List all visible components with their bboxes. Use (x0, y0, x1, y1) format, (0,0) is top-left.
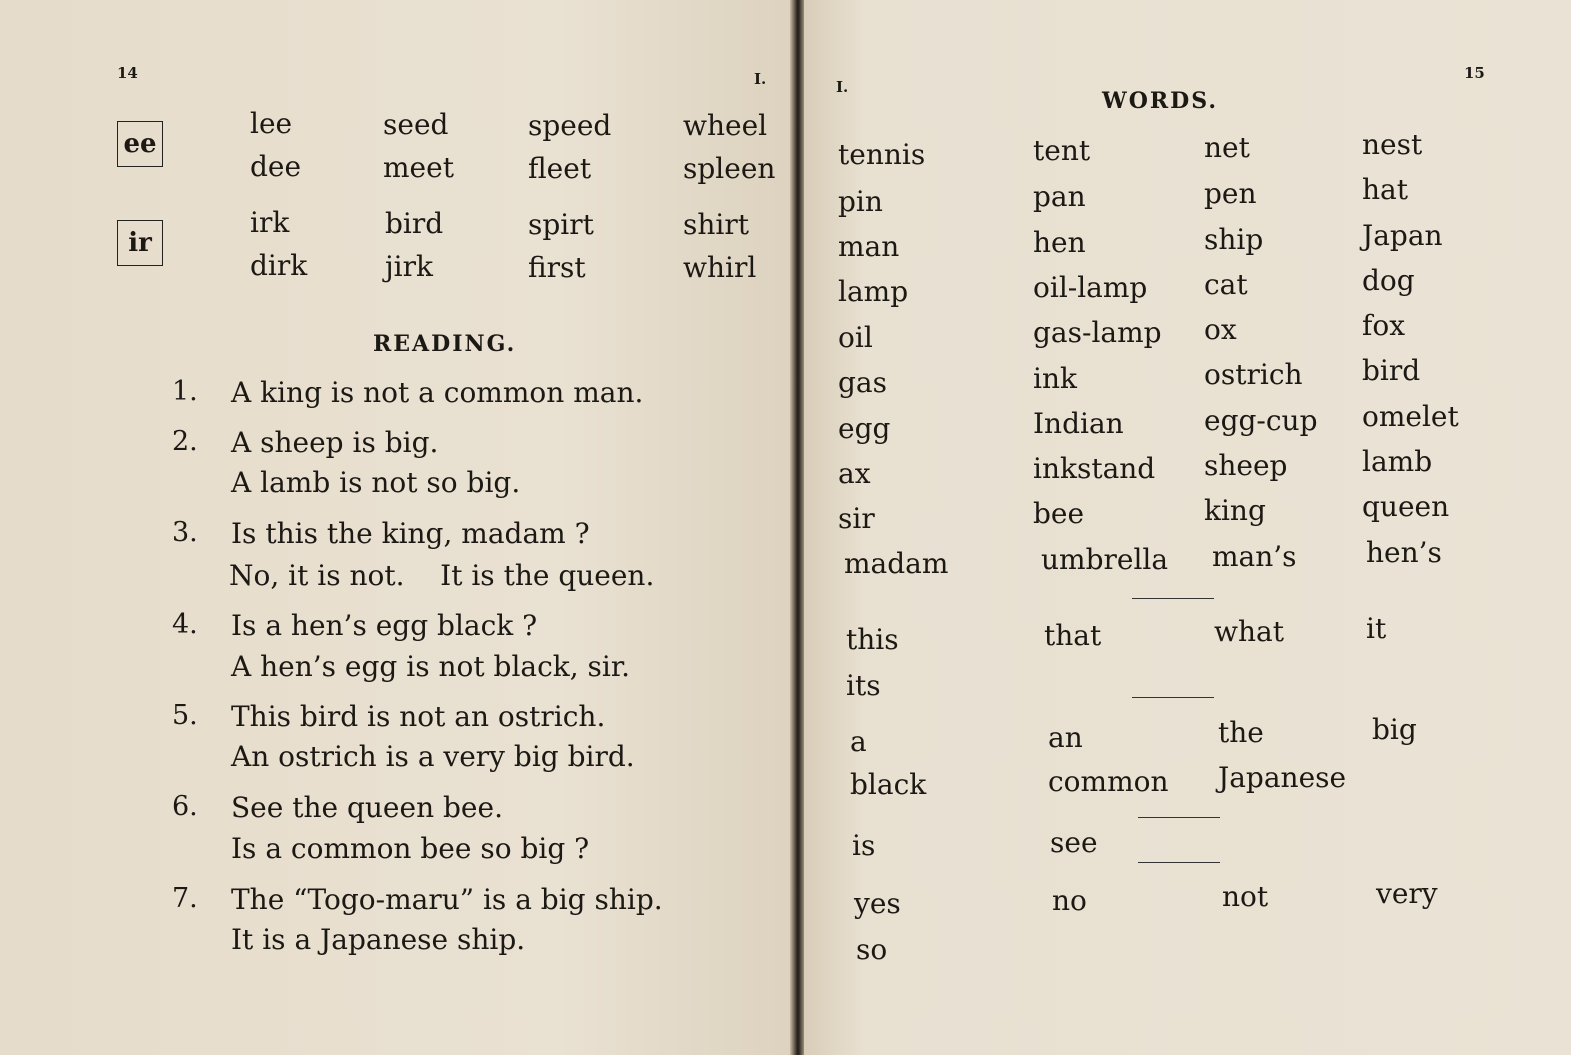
word: sir (838, 502, 875, 535)
word: lamb (1362, 445, 1433, 478)
word: wheel (683, 109, 768, 142)
word: shirt (683, 208, 749, 241)
word: tennis (838, 138, 926, 171)
word: ax (838, 457, 871, 490)
word: hen’s (1366, 536, 1442, 569)
word: fox (1362, 309, 1406, 342)
word: dog (1362, 264, 1415, 297)
sentence-line: The “Togo-maru” is a big ship. (231, 883, 663, 916)
section-mark: I. (836, 78, 849, 96)
sentence-line: A king is not a common man. (231, 376, 644, 409)
word: bird (385, 207, 444, 240)
word: whirl (683, 251, 757, 284)
word: madam (844, 547, 949, 580)
divider-rule (1132, 598, 1214, 599)
word: Japanese (1218, 761, 1347, 794)
sentence-line: A hen’s egg is not black, sir. (231, 650, 631, 683)
word: that (1044, 619, 1102, 652)
word: is (852, 829, 876, 862)
sentence-number: 1. (172, 376, 198, 407)
word: oil (838, 321, 873, 354)
sentence-line: This bird is not an ostrich. (231, 700, 606, 733)
sentence-line: A sheep is big. (231, 426, 439, 459)
word: king (1204, 494, 1266, 527)
sentence-number: 6. (172, 791, 198, 822)
word: speed (528, 109, 612, 142)
word: nest (1362, 128, 1423, 161)
word: the (1218, 716, 1264, 749)
word: umbrella (1041, 543, 1169, 576)
word: this (846, 623, 899, 656)
word: spirt (528, 208, 594, 241)
word: seed (383, 108, 449, 141)
divider-rule (1132, 697, 1214, 698)
word: so (856, 933, 888, 966)
word: fleet (528, 152, 592, 185)
sentence-line: An ostrich is a very big bird. (231, 740, 635, 773)
word: black (850, 768, 927, 801)
sound-box-ee: ee (117, 121, 163, 167)
word: lee (250, 107, 293, 140)
sentence-line: Is a common bee so big ? (231, 832, 590, 865)
word: tent (1033, 134, 1091, 167)
word: Indian (1033, 407, 1124, 440)
word: big (1372, 713, 1417, 746)
word: hen (1033, 226, 1086, 259)
divider-rule (1138, 862, 1220, 863)
sound-box-ir: ir (117, 220, 163, 266)
sentence-number: 3. (172, 517, 198, 548)
sentence-line: Is this the king, madam ? (231, 517, 590, 550)
word: ostrich (1204, 358, 1303, 391)
word: sheep (1204, 449, 1288, 482)
right-page (804, 0, 1571, 1055)
word: gas-lamp (1033, 316, 1162, 349)
word: very (1376, 877, 1438, 910)
sentence-line: See the queen bee. (231, 791, 503, 824)
word: oil-lamp (1033, 271, 1148, 304)
word: a (850, 725, 867, 758)
word: cat (1204, 268, 1248, 301)
word: jirk (385, 250, 433, 283)
word: it (1366, 612, 1387, 645)
word: pen (1204, 177, 1257, 210)
word: gas (838, 366, 887, 399)
word: egg-cup (1204, 404, 1318, 437)
sentence-line: No, it is not. It is the queen. (229, 559, 655, 592)
page-number: 15 (1464, 64, 1485, 82)
word: lamp (838, 275, 909, 308)
word: spleen (683, 152, 776, 185)
word: irk (250, 206, 290, 239)
word: meet (383, 151, 454, 184)
reading-heading: READING. (373, 331, 517, 357)
word: yes (854, 887, 901, 920)
sentence-line: It is a Japanese ship. (231, 923, 526, 956)
word: not (1222, 880, 1269, 913)
word: egg (838, 412, 891, 445)
word: first (528, 251, 586, 284)
word: ink (1033, 362, 1077, 395)
word: dirk (250, 249, 308, 282)
sentence-number: 7. (172, 883, 198, 914)
word: Japan (1362, 219, 1443, 252)
word: ox (1204, 313, 1237, 346)
word: its (846, 669, 881, 702)
word: inkstand (1033, 452, 1156, 485)
page-number: 14 (117, 64, 138, 82)
word: no (1052, 884, 1087, 917)
word: common (1048, 765, 1169, 798)
word: pan (1033, 180, 1086, 213)
word: dee (250, 150, 302, 183)
word: queen (1362, 490, 1450, 523)
word: omelet (1362, 400, 1459, 433)
sentence-line: A lamb is not so big. (231, 466, 521, 499)
sentence-number: 2. (172, 426, 198, 457)
sentence-line: Is a hen’s egg black ? (231, 609, 538, 642)
word: pin (838, 185, 883, 218)
section-mark: I. (754, 70, 767, 88)
words-heading: WORDS. (1102, 88, 1218, 114)
word: bee (1033, 497, 1085, 530)
sentence-number: 5. (172, 700, 198, 731)
sentence-number: 4. (172, 609, 198, 640)
word: ship (1204, 223, 1264, 256)
divider-rule (1138, 817, 1220, 818)
word: net (1204, 131, 1250, 164)
word: see (1050, 826, 1098, 859)
word: man (838, 230, 900, 263)
word: bird (1362, 354, 1421, 387)
word: an (1048, 721, 1083, 754)
word: man’s (1212, 540, 1297, 573)
word: hat (1362, 173, 1408, 206)
word: what (1214, 615, 1284, 648)
